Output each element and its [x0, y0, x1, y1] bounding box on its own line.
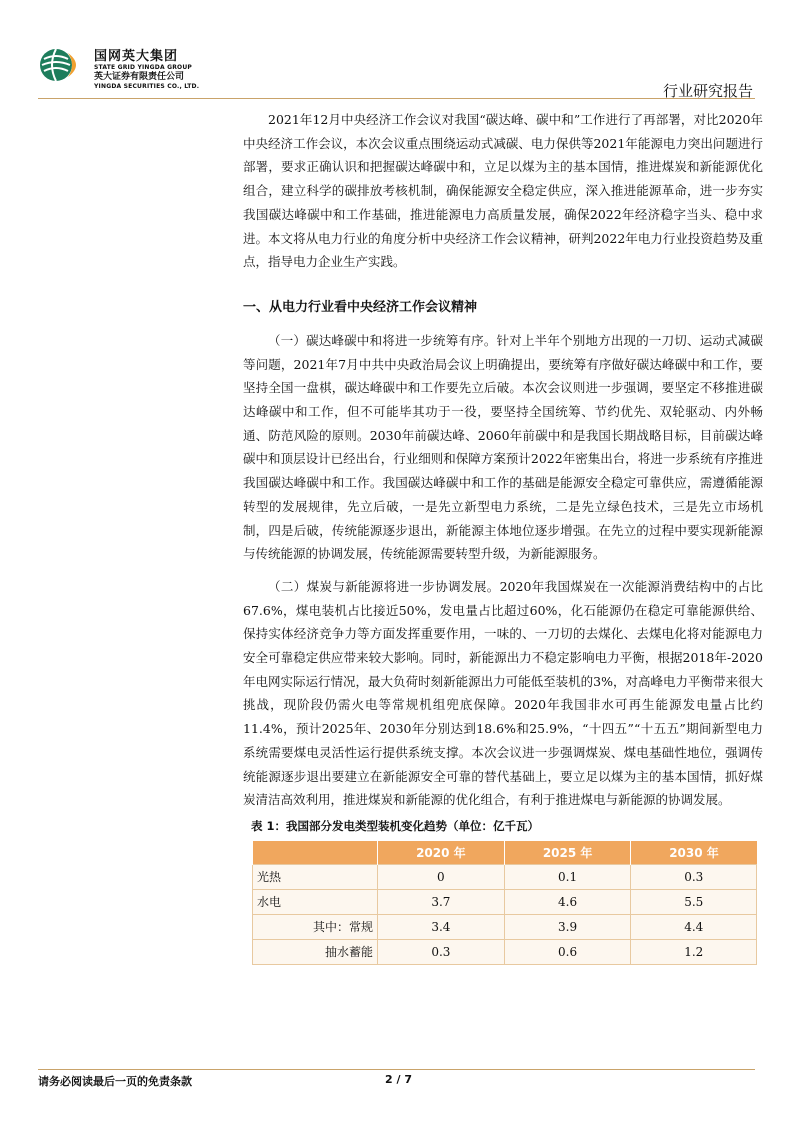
disclaimer-notice: 请务必阅读最后一页的免责条款	[38, 1075, 192, 1088]
section-paragraph-2: （二）煤炭与新能源将进一步协调发展。2020年我国煤炭在一次能源消费结构中的占比67.6%，煤电装机占比接近50%，发电量占比超过60%，化石能源仍在稳定可靠能源供给、保持实体经济竞争力等方面发挥重要作用，一味的、一刀切的去煤化、去煤电化将对能源电力安全可靠稳定供应带来较大影响。同时，新能源出力不稳定影响电力平衡，根据2018年-2020年电网实际运行情况，最大负荷时刻新能源出力可能低至装机的3%，对高峰电力平衡带来很大挑战，现阶段仍需火电等常规机组兜底保障。2020年我国非水可再生能源发电量占比约11.4%，预计2025年、2030年分别达到18.6%和25.9%，“十四五”“十五五”期间新型电力系统需要煤电灵活性运行提供系统支撑。本次会议进一步强调煤炭、煤电基础性地位，强调传统能源逐步退出要建立在新能源安全可靠的替代基础上，要立足以煤为主的基本国情，抓好煤炭清洁高效利用，推进煤炭和新能源的优化组合，有利于推进煤电与新能源的协调发展。	[243, 578, 763, 808]
section-heading: 一、从电力行业看中央经济工作会议精神	[243, 299, 478, 315]
subsidiary-name-en: YINGDA SECURITIES CO., LTD.	[94, 83, 200, 90]
report-type: 行业研究报告	[662, 82, 753, 100]
report-body	[243, 108, 763, 965]
table-cell: 5.5	[631, 889, 757, 914]
table-row	[253, 939, 757, 964]
capacity-table	[252, 841, 757, 965]
table-row	[253, 889, 757, 914]
table-cell: 0.1	[504, 864, 631, 889]
row-label: 其中：常规	[253, 914, 378, 939]
table-cell: 0.3	[378, 939, 505, 964]
footer-divider	[38, 1069, 755, 1070]
company-name-cn: 国网英大集团	[94, 49, 179, 64]
table-header-cell: 2025 年	[504, 841, 631, 865]
table-cell: 0	[378, 864, 505, 889]
table-row	[253, 914, 757, 939]
table-row	[253, 864, 757, 889]
row-label: 光热	[253, 864, 378, 889]
section-paragraph-1: （一）碳达峰碳中和将进一步统筹有序。针对上半年个别地方出现的一刀切、运动式减碳等问题，2021年7月中共中央政治局会议上明确提出，要统筹有序做好碳达峰碳中和工作，要坚持全国一盘棋，碳达峰碳中和工作要先立后破。本次会议则进一步强调，要坚定不移推进碳达峰碳中和工作，但不可能毕其功于一役，要坚持全国统筹、节约优先、双轮驱动、内外畅通、防范风险的原则。2030年前碳达峰、2060年前碳中和是我国长期战略目标，目前碳达峰碳中和顶层设计已经出台，行业细则和保障方案预计2022年密集出台，将进一步系统有序推进我国碳达峰碳中和工作。我国碳达峰碳中和工作的基础是能源安全稳定可靠供应，需遵循能源转型的发展规律，先立后破，一是先立新型电力系统，二是先立绿色技术，三是先立市场机制，四是后破，传统能源逐步退出，新能源主体地位逐步增强。在先立的过程中要实现新能源与传统能源的协调发展，传统能源需要转型升级，为新能源服务。	[243, 332, 763, 562]
company-logo	[38, 45, 248, 90]
table-header-cell	[253, 841, 378, 865]
table-cell: 0.3	[631, 864, 757, 889]
state-grid-logo-icon	[38, 47, 88, 83]
table-header-row	[253, 841, 757, 865]
header-divider	[38, 98, 755, 99]
table-cell: 3.7	[378, 889, 505, 914]
table-cell: 0.6	[504, 939, 631, 964]
subsidiary-name-cn: 英大证券有限责任公司	[94, 72, 185, 82]
table-header-cell: 2030 年	[631, 841, 757, 865]
row-label: 抽水蓄能	[253, 939, 378, 964]
page-number: 2 / 7	[385, 1073, 412, 1086]
table-title: 表 1：我国部分发电类型装机变化趋势（单位：亿千瓦）	[251, 818, 540, 833]
table-cell: 4.6	[504, 889, 631, 914]
table-header-cell: 2020 年	[378, 841, 505, 865]
table-cell: 3.4	[378, 914, 505, 939]
row-label: 水电	[253, 889, 378, 914]
company-name-en: STATE GRID YINGDA GROUP	[94, 64, 193, 71]
table-cell: 1.2	[631, 939, 757, 964]
table-cell: 4.4	[631, 914, 757, 939]
intro-paragraph: 2021年12月中央经济工作会议对我国“碳达峰、碳中和”工作进行了再部署，对比2020年中央经济工作会议，本次会议重点围绕运动式减碳、电力保供等2021年能源电力突出问题进行部署，要求正确认识和把握碳达峰碳中和，立足以煤为主的基本国情，推进煤炭和新能源优化组合，建立科学的碳排放考核机制，确保能源安全稳定供应，深入推进能源革命，进一步夯实我国碳达峰碳中和工作基础，推进能源电力高质量发展，确保2022年经济稳字当头、稳中求进。本文将从电力行业的角度分析中央经济工作会议精神，研判2022年电力行业投资趋势及重点，指导电力企业生产实践。	[243, 112, 763, 270]
table-cell: 3.9	[504, 914, 631, 939]
